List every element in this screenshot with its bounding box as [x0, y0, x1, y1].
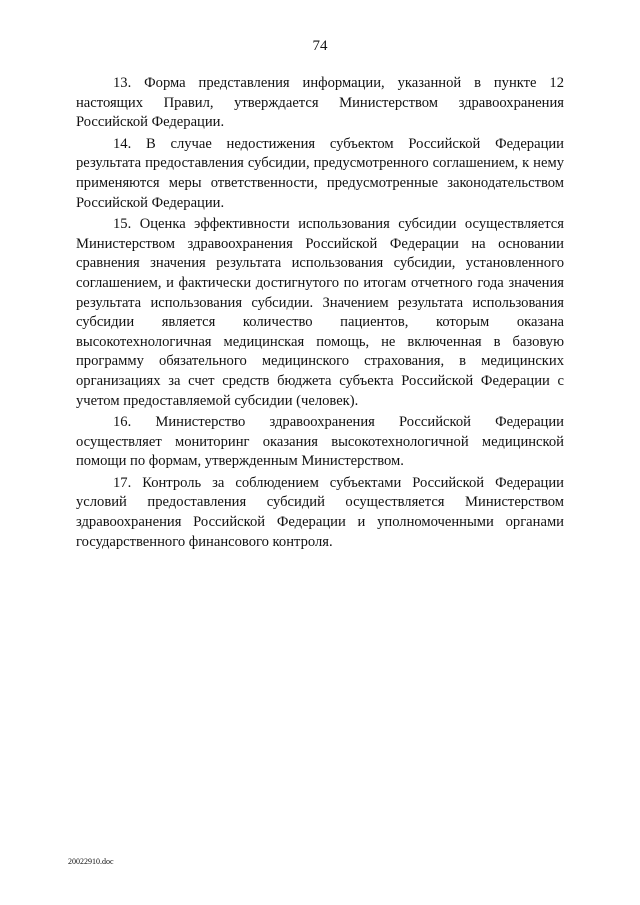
paragraph-14: 14. В случае недостижения субъектом Российской Федерации результата предоставления субсидии, предусмотренного соглашением, к нему применяются меры ответственности, предусмотренные законодательством Российской Федерации. — [76, 135, 564, 211]
paragraph-15: 15. Оценка эффективности использования субсидии осуществляется Министерством здравоохранения Российской Федерации на основании сравнения значения результата использования субсидии, установленного соглашением, и фактически достигнутого по итогам отчетного года значения результата использования субсидии. Значением результата использования субсидии является количество пациентов, которым оказана высокотехнологичная медицинская помощь, не включенная в базовую программу обязательного медицинского страхования, в медицинских организациях за счет средств бюджета субъекта Российской Федерации с учетом предоставляемой субсидии (человек). — [76, 216, 564, 409]
paragraph-13: 13. Форма представления информации, указанной в пункте 12 настоящих Правил, утверждается Министерством здравоохранения Российской Федерации. — [76, 75, 564, 131]
footer-filename: 20022910.doc — [68, 857, 114, 866]
paragraph-16: 16. Министерство здравоохранения Российской Федерации осуществляет мониторинг оказания высокотехнологичной медицинской помощи по формам, утвержденным Министерством. — [76, 414, 564, 470]
page-number: 74 — [312, 38, 328, 54]
document-body — [76, 74, 564, 554]
paragraph-17: 17. Контроль за соблюдением субъектами Российской Федерации условий предоставления субсидий осуществляется Министерством здравоохранения Российской Федерации и уполномоченными органами государственного финансового контроля. — [76, 474, 564, 550]
